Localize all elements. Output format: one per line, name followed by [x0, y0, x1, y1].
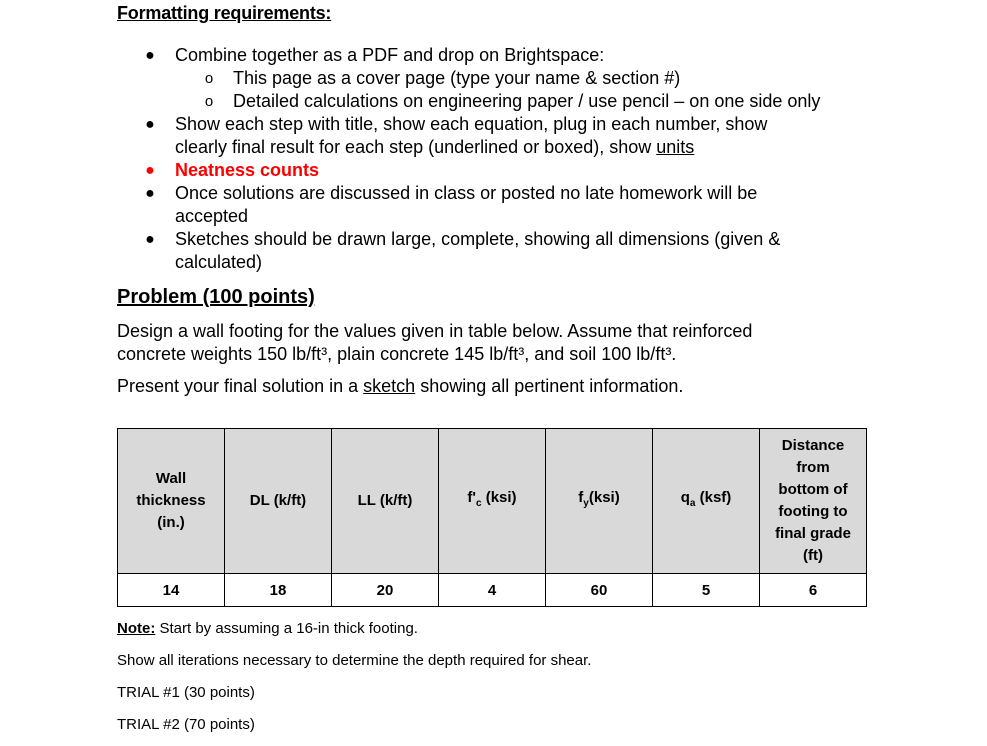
problem-heading: Problem (100 points) [117, 286, 315, 308]
trial-1-label: TRIAL #1 (30 points) [117, 684, 255, 701]
header-concrete-strength: $f'_c$ (ksi) [439, 429, 546, 574]
circle-bullet-icon: o [204, 93, 214, 110]
value-wall-thickness: 14 [118, 574, 225, 607]
header-wall-thickness: Wall thickness (in.) [118, 429, 225, 574]
bullet-icon: ● [145, 231, 155, 248]
value-dead-load: 18 [225, 574, 332, 607]
list-item: ● Sketches should be drawn large, complete, showing all dimensions (given & calculated) [145, 229, 781, 272]
list-item: ● Combine together as a PDF and drop on Brightspace: [145, 45, 605, 65]
value-footing-depth: 6 [760, 574, 867, 607]
list-item: ● Once solutions are discussed in class or posted no late homework will be accepted [145, 183, 758, 226]
header-dead-load: DL (k/ft) [225, 429, 332, 574]
table-row [118, 574, 867, 607]
list-subitem: o This page as a cover page (type your name & section #) [204, 68, 681, 88]
value-steel-yield: 60 [546, 574, 653, 607]
header-steel-yield: $f_y(ksi)$ [546, 429, 653, 574]
design-values-table [117, 428, 867, 607]
problem-description: Design a wall footing for the values given in table below. Assume that reinforced concrete weights 150 lb/ft³, plain concrete 145 lb/ft³, and soil 100 lb/ft³. [117, 321, 753, 364]
presentation-instruction: Present your final solution in a sketch showing all pertinent information. [117, 376, 684, 396]
iterations-instruction: Show all iterations necessary to determine the depth required for shear. [117, 652, 592, 669]
header-footing-depth: Distance from bottom of footing to final grade (ft) [760, 429, 867, 574]
list-item-neatness: ● Neatness counts [145, 160, 320, 180]
value-live-load: 20 [332, 574, 439, 607]
table-header-row [118, 429, 867, 574]
formatting-heading: Formatting requirements: [117, 3, 332, 23]
header-live-load: LL (k/ft) [332, 429, 439, 574]
list-item: ● Show each step with title, show each equation, plug in each number, show clearly final result for each step (underlined or boxed), show units [145, 114, 768, 157]
value-concrete-strength: 4 [439, 574, 546, 607]
note-label: Note: [117, 620, 156, 637]
units-emphasis: units [656, 137, 695, 157]
note-line: Note: Start by assuming a 16-in thick footing. [117, 620, 418, 637]
bullet-icon: ● [145, 47, 155, 64]
value-allowable-pressure: 5 [653, 574, 760, 607]
sketch-emphasis: sketch [363, 376, 416, 396]
circle-bullet-icon: o [204, 70, 214, 87]
bullet-icon: ● [145, 116, 155, 133]
header-allowable-pressure: $q_a$ (ksf) [653, 429, 760, 574]
bullet-icon: ● [145, 162, 155, 179]
trial-2-label: TRIAL #2 (70 points) [117, 716, 255, 733]
list-subitem: o Detailed calculations on engineering paper / use pencil – on one side only [204, 91, 821, 111]
formatting-list [0, 44, 987, 274]
bullet-icon: ● [145, 185, 155, 202]
